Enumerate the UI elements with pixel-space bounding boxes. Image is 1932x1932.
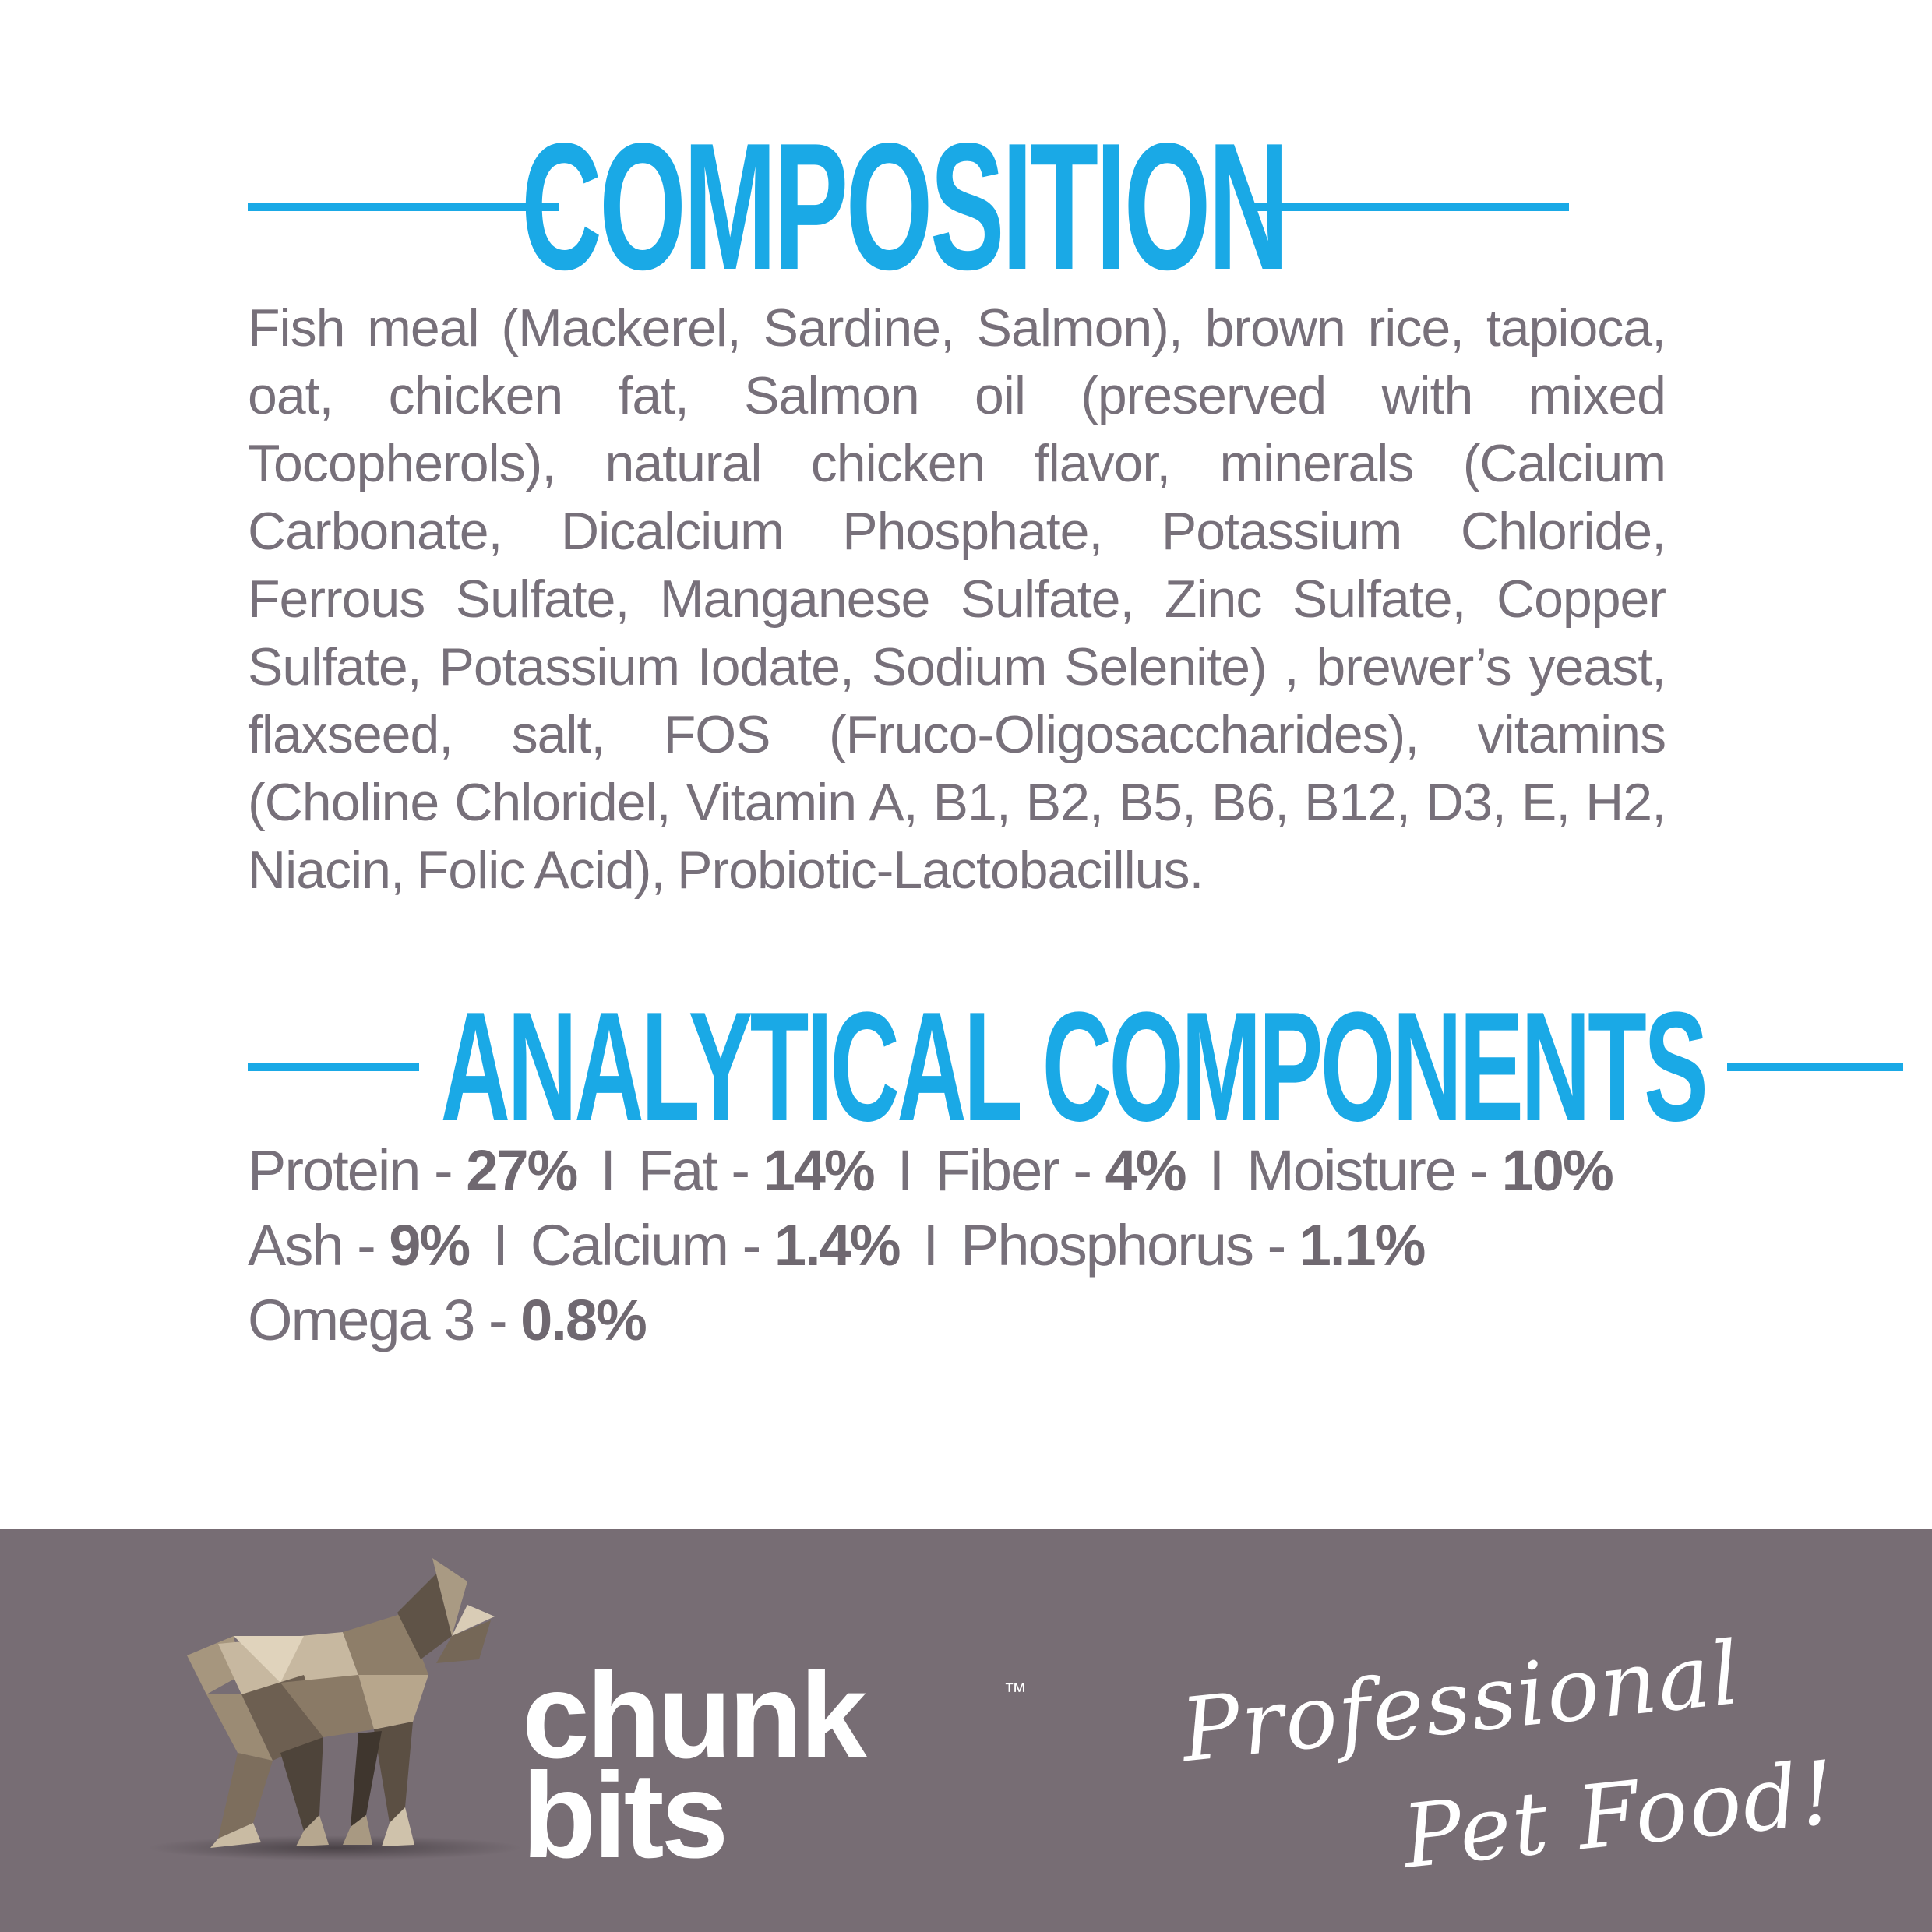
component-value: 0.8%: [520, 1288, 646, 1352]
separator: I: [922, 1213, 938, 1278]
component-label: Calcium -: [530, 1213, 774, 1278]
separator: I: [1208, 1138, 1224, 1203]
heading-rule-left: [248, 203, 559, 211]
component-label: Phosphorus -: [961, 1213, 1299, 1278]
analytical-row: [248, 1283, 1681, 1358]
composition-heading-row: [248, 106, 1666, 308]
component-value: 1.1%: [1299, 1213, 1425, 1278]
composition-text: Fish meal (Mackerel, Sardine, Salmon), brown rice, tapioca, oat, chicken fat, Salmon oil (preserved with mixed Tocopherols), natural chicken flavor, minerals (Calcium Carbonate, Dicalcium Phosphate, Potassium Chloride, Ferrous Sulfate, Manganese Sulfate, Zinc Sulfate, Copper Sulfate, Potassium Iodate, Sodium Selenite) , brewer’s yeast, flaxseed, salt, FOS (Fruco-Oligosaccharides), vitamins (Choline Chloridel, Vitamin A, B1, B2, B5, B6, B12, D3, E, H2, Niacin, Folic Acid), Probiotic-Lactobacillus.: [248, 298, 1666, 900]
analytical-components-list: [248, 1133, 1681, 1358]
component-value: 1.4%: [774, 1213, 900, 1278]
component-value: 4%: [1105, 1138, 1186, 1203]
analytical-row: [248, 1208, 1681, 1283]
component-value: 27%: [466, 1138, 577, 1203]
heading-rule-left: [248, 1063, 419, 1071]
brand-word-bits: bits: [522, 1747, 726, 1884]
component-label: Ash -: [248, 1213, 390, 1278]
tagline-line-1: Professional: [1176, 1622, 1746, 1782]
analytical-row: [248, 1133, 1681, 1208]
separator: I: [600, 1138, 615, 1203]
heading-rule-right: [1248, 203, 1569, 211]
component-value: 14%: [763, 1138, 874, 1203]
component-value: 9%: [389, 1213, 470, 1278]
component-label: Protein -: [248, 1138, 467, 1203]
component-label: Omega 3 -: [248, 1288, 521, 1352]
component-label: Fat -: [637, 1138, 763, 1203]
component-value: 10%: [1501, 1138, 1613, 1203]
composition-heading: COMPOSITION: [520, 106, 1286, 308]
heading-rule-right: [1727, 1063, 1903, 1071]
separator: I: [492, 1213, 507, 1278]
brand-word-chunk: chunk: [522, 1648, 865, 1784]
brand-logo: [522, 1648, 1027, 1884]
trademark-mark: ™: [1003, 1679, 1027, 1705]
analytical-heading: ANALYTICAL COMPONENTS: [440, 980, 1706, 1154]
tagline-line-2: Pet Food!: [1398, 1742, 1842, 1888]
origami-dog-icon: [125, 1558, 561, 1870]
separator: I: [897, 1138, 912, 1203]
analytical-heading-row: [248, 980, 1706, 1154]
component-label: Fiber -: [935, 1138, 1105, 1203]
component-label: Moisture -: [1246, 1138, 1502, 1203]
